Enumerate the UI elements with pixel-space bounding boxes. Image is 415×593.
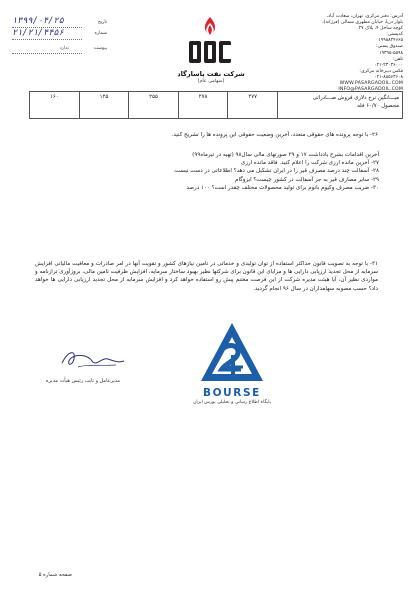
item-30: ۳۰- ضریب مصرف وکیوم باتوم برای تولید محصولات مختلف چقدر است؟ ۱۰۰ درصد	[186, 184, 379, 191]
company-name: شرکت نفت پاسارگاد	[177, 70, 245, 78]
phone: ۰۲۱-۲۳۰۳۶۰۰۰	[374, 62, 403, 68]
table-row	[30, 92, 403, 119]
po-box-label: صندوق پستی:	[375, 44, 403, 50]
fax-label: فکس دبیرخانه مرکزی:	[359, 68, 403, 74]
table-cell: ۱۲۵	[79, 92, 129, 119]
letter-reference-stamp	[12, 16, 107, 76]
bourse-subtitle: پایگاه اطلاع رسانی و تحلیلی بورس ایران	[193, 400, 271, 405]
item-27: ۲۷- آخرین مانده ارزی شرکت را اعلام کنید. فاقد مانده ارزی	[240, 160, 379, 167]
table-cell: ۲۷۷	[228, 92, 278, 119]
attachment-label: پیوست	[93, 46, 107, 51]
website-link[interactable]: WWW.PASARGADOIL.COM	[339, 81, 403, 87]
pasargad-oil-logo	[181, 14, 239, 72]
item-26-answer: آخرین اقدامات بشرح یادداشت ۱۷ و ۳۹ صورتهای مالی سال۹۸ (تهیه در تیرماه۹۹)	[192, 152, 379, 158]
item-29: ۲۹- سایر مصارف قیر به جز آسفالت در کشور چیست؟ ایزوگام	[235, 176, 379, 183]
table-header-line: محصول ۶۰/۷۰ فله	[357, 103, 399, 109]
po-box: ۱۹۳۹۵-۵۵۹۸	[379, 50, 403, 56]
date-label: تاریخ	[97, 20, 107, 25]
item-26: ۲۶- با توجه پرونده های حقوقی متعدد، آخرین وضعیت حقوقی این پرونده ها را تشریح کنید.	[171, 132, 378, 138]
item-28: ۲۸- آسفالت چند درصد مصرف قیر را در ایران تشکیل می دهد؟ اطلاعاتی در دست نیست.	[173, 168, 379, 175]
address-line: کوچه ساحل ۴، پلاک ۲۷	[358, 26, 403, 32]
address-line: بلوار دریا، خیابان مطهری شمالی (فرزانه)،	[322, 20, 403, 26]
fax: ۰۲۱-۸۸۵۶۳۶۰۸	[374, 74, 403, 80]
export-price-table	[29, 91, 403, 119]
postal-code-label: کدپستی:	[386, 32, 403, 38]
number-value: ۲۱/۲۱/۴۴۵۶	[12, 28, 64, 38]
bourse-wordmark: BOURSE	[203, 387, 261, 399]
address-line: آدرس: دفتر مرکزی، تهران، سعادت آباد،	[326, 14, 403, 19]
item-31: ۳۱- با توجه به تصویب قانون حداکثر استفاده از توان تولیدی و خدماتی در تامین نیازهای کشور و تقویت آنها در امر صادرات و معافیت مالیاتی افزایش سرمایه از محل تجدید ارزیابی دارایی ها و مزایای این قانون برای شرکتها نظیر بهبود ساختار سرمایه، افزایش ظرفیت تامین مالی، بروزآوری ترازنامه و مواردی نظیر آن، آیا هیئت مدیره شرکت از این فرصت مغتنم پیش رو استفاده خواهد کرد و افزایش سرمایه از محل تجدید ارزیابی دارایی ها خواهد داد؟ حسب مصوبه سهامداران در سال ۹۶ انجام گردید.	[35, 261, 378, 292]
items-27-30	[34, 151, 379, 192]
email-link[interactable]: INFO@PASARGADOIL.COM	[338, 87, 403, 93]
signature-caption: مدیرعامل و نایب رئیس هیأت مدیره	[45, 378, 121, 384]
page-number: صفحه شماره ۵	[38, 572, 72, 578]
attachment-value: ندارد	[59, 46, 69, 51]
table-cell: ۲۷۸	[178, 92, 228, 119]
divider	[12, 53, 82, 54]
date-value: ۱۳۹۹/۰۴/۲۵	[12, 16, 64, 26]
table-row-header	[278, 92, 403, 119]
table-cell: ۱۶۰	[30, 92, 80, 119]
ceo-signature	[58, 345, 128, 375]
table-header-line: میـــانگین نرخ دلاری فروش صـــادراتی	[312, 95, 399, 101]
bourse-logo	[197, 319, 267, 386]
company-type: (سهامی عام)	[197, 79, 225, 84]
divider	[12, 39, 82, 40]
number-label: شماره	[94, 31, 107, 36]
postal-code: ۱۹۹۸۸۳۴۶۶۵	[378, 38, 403, 44]
company-address-block	[253, 14, 403, 93]
table-cell: ۲۵۵	[129, 92, 179, 119]
phone-label: تلفن:	[392, 56, 403, 62]
